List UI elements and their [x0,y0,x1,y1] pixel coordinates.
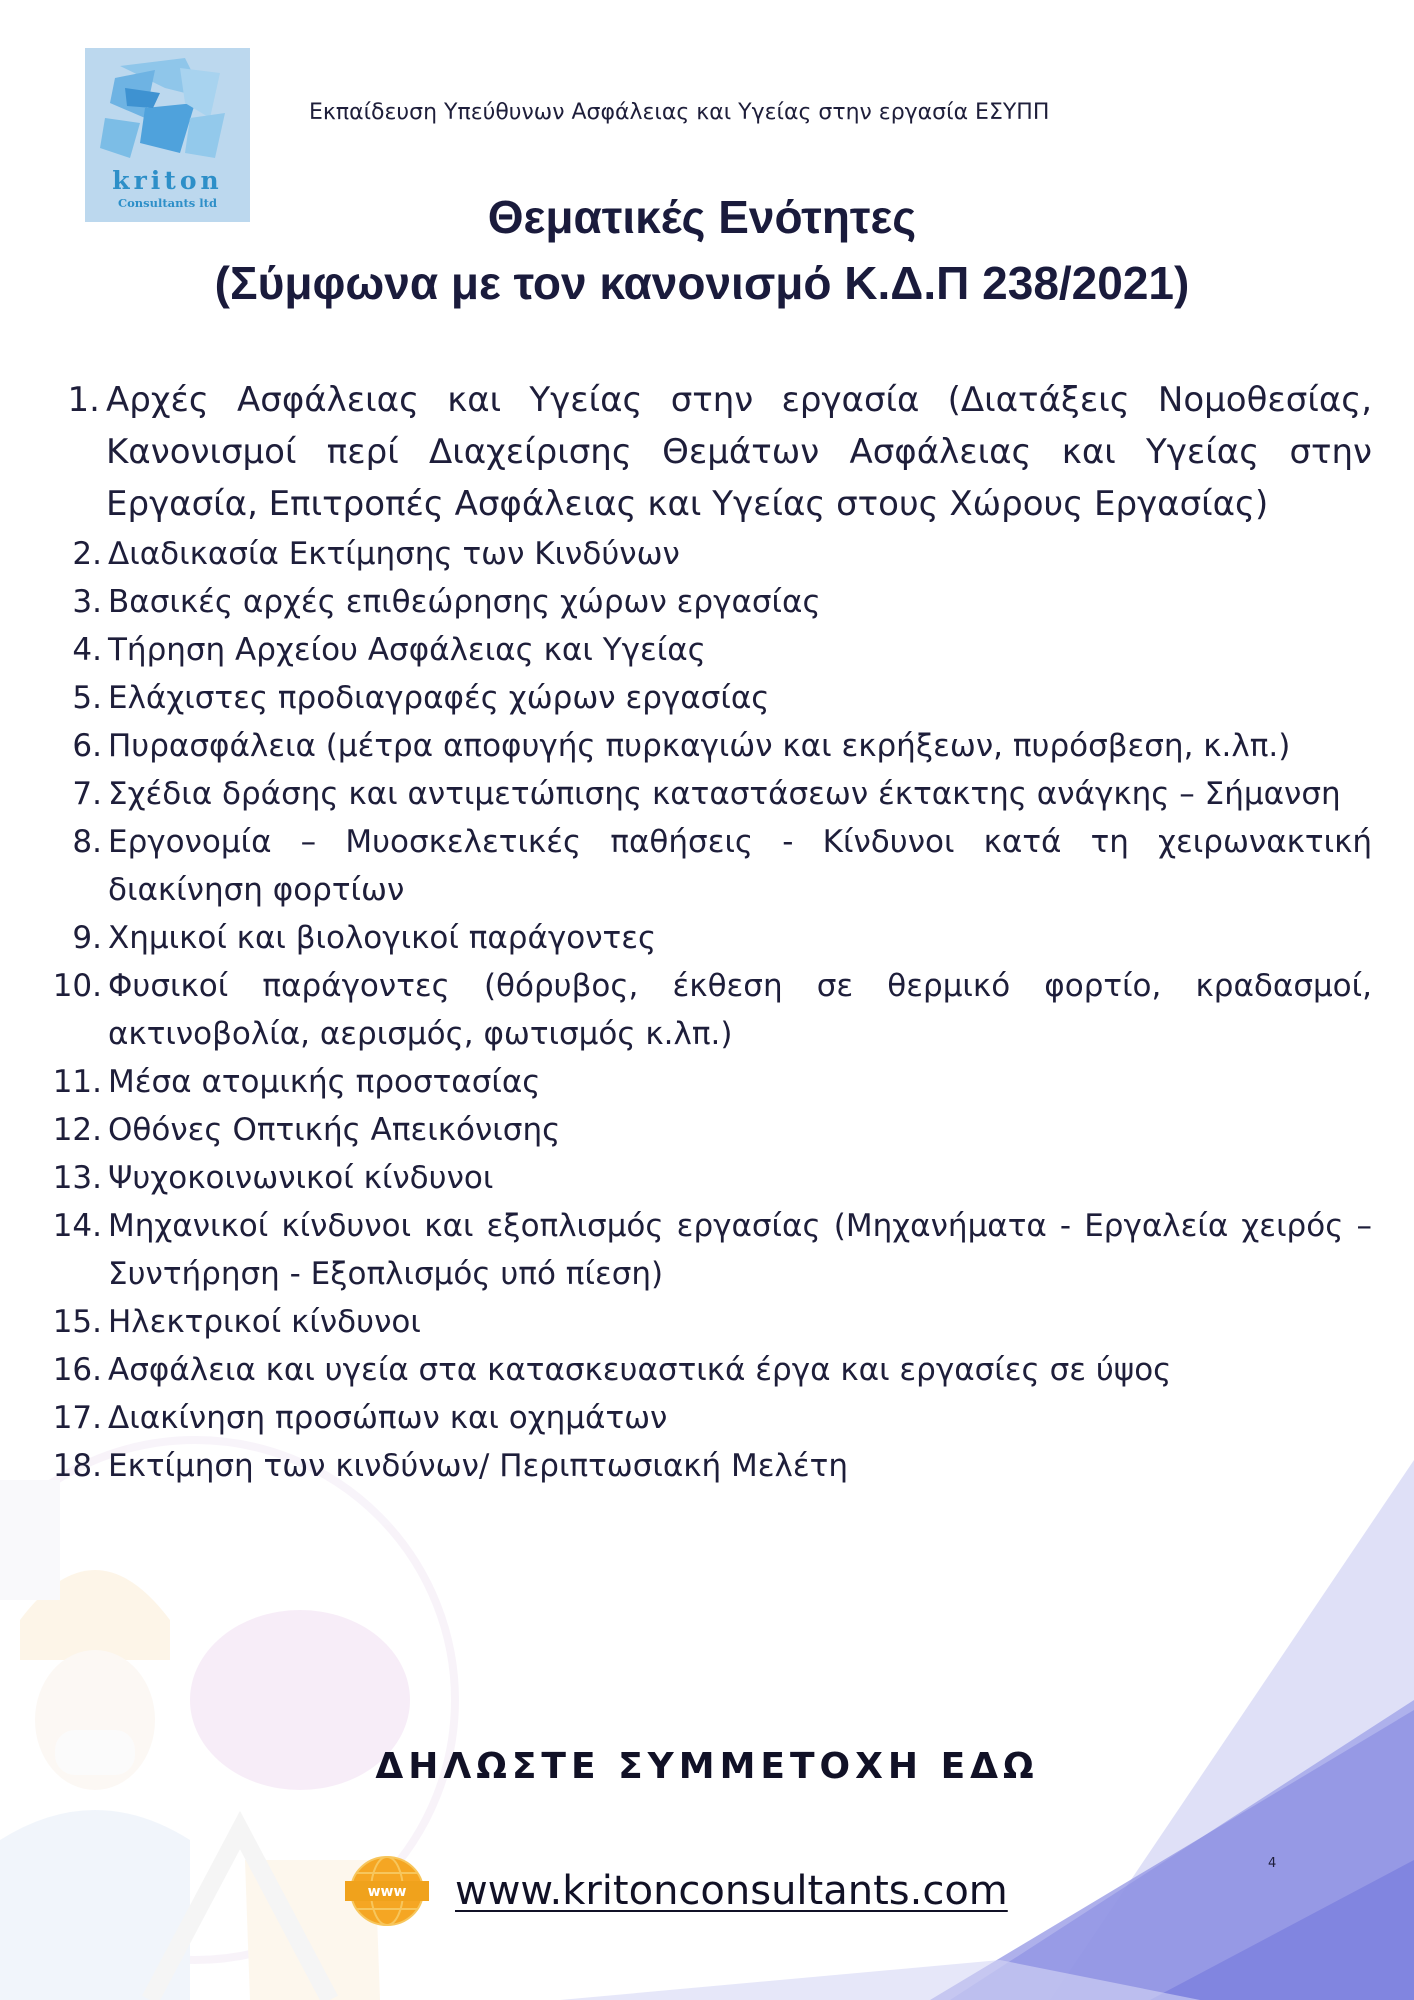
list-item [44,626,1372,674]
list-item-text: Φυσικοί παράγοντες (θόρυβος, έκθεση σε θερμικό φορτίο, κραδασμοί, ακτινοβολία, αερισμός, φωτισμός κ.λπ.) [108,968,1372,1052]
list-item-text: Αρχές Ασφάλειας και Υγείας στην εργασία (Διατάξεις Νομοθεσίας, Κανονισμοί περί Διαχείρισης Θεμάτων Ασφάλειας και Υγείας στην Εργασία, Επιτροπές Ασφάλειας και Υγείας στους Χώρους Εργασίας) [106,380,1372,524]
page-title: Θεματικές Ενότητες [487,191,917,243]
list-item-text: Οθόνες Οπτικής Απεικόνισης [108,1112,561,1148]
list-item [44,1442,1372,1490]
list-item [44,578,1372,626]
topics-list [44,374,1372,1490]
globe-label: www [367,1884,407,1900]
list-item [44,674,1372,722]
list-item-number: 6. [72,728,102,764]
list-item [44,914,1372,962]
page-subtitle: (Σύμφωνα με τον κανονισμό Κ.Δ.Π 238/2021) [214,257,1190,309]
list-item-text: Ασφάλεια και υγεία στα κατασκευαστικά έργα και εργασίες σε ύψος [108,1352,1172,1388]
register-cta[interactable]: ΔΗΛΩΣΤΕ ΣΥΜΜΕΤΟΧΗ ΕΔΩ [375,1746,1039,1787]
list-item-text: Διακίνηση προσώπων και οχημάτων [108,1400,668,1436]
list-item [44,1154,1372,1202]
logo-word: kriton [112,166,223,195]
list-item-text: Πυρασφάλεια (μέτρα αποφυγής πυρκαγιών και εκρήξεων, πυρόσβεση, κ.λπ.) [108,728,1291,764]
list-item-number: 13. [52,1160,102,1196]
list-item [44,374,1372,530]
list-item-text: Ελάχιστες προδιαγραφές χώρων εργασίας [108,680,770,716]
website-row[interactable] [345,1853,1008,1929]
list-item-text: Τήρηση Αρχείου Ασφάλειας και Υγείας [108,632,706,668]
list-item-number: 12. [52,1112,102,1148]
list-item-text: Διαδικασία Εκτίμησης των Κινδύνων [108,536,680,572]
list-item [44,818,1372,914]
list-item [44,722,1372,770]
list-item-number: 8. [72,824,102,860]
list-item-text: Σχέδια δράσης και αντιμετώπισης καταστάσεων έκτακτης ανάγκης – Σήμανση [108,776,1341,812]
list-item-text: Χημικοί και βιολογικοί παράγοντες [108,920,657,956]
list-item-text: Μέσα ατομικής προστασίας [108,1064,541,1100]
list-item [44,1298,1372,1346]
list-item-text: Ηλεκτρικοί κίνδυνοι [108,1304,421,1340]
list-item-text: Εκτίμηση των κινδύνων/ Περιπτωσιακή Μελέτη [108,1448,848,1484]
list-item [44,770,1372,818]
list-item [44,1058,1372,1106]
logo-face-icon [85,48,250,168]
list-item-number: 9. [72,920,102,956]
list-item-number: 18. [52,1448,102,1484]
list-item [44,530,1372,578]
list-item-number: 7. [72,776,102,812]
page-number: 4 [1268,1856,1277,1871]
logo-subtitle: Consultants ltd [117,196,218,210]
list-item-number: 14. [52,1208,102,1244]
list-item-number: 11. [52,1064,102,1100]
list-item-number: 5. [72,680,102,716]
list-item-text: Βασικές αρχές επιθεώρησης χώρων εργασίας [108,584,821,620]
list-item-number: 17. [52,1400,102,1436]
list-item-number: 15. [52,1304,102,1340]
header-text: Εκπαίδευση Υπεύθυνων Ασφάλειας και Υγείας στην εργασία ΕΣΥΠΠ [309,100,1050,125]
list-item [44,1106,1372,1154]
globe-icon [345,1853,429,1929]
list-item-number: 16. [52,1352,102,1388]
list-item [44,962,1372,1058]
list-item [44,1394,1372,1442]
list-item-number: 10. [52,968,102,1004]
list-item-number: 1. [67,380,100,420]
list-item-number: 4. [72,632,102,668]
list-item [44,1346,1372,1394]
list-item-text: Εργονομία – Μυοσκελετικές παθήσεις - Κίνδυνοι κατά τη χειρωνακτική διακίνηση φορτίων [108,824,1372,908]
list-item-number: 3. [72,584,102,620]
list-item-text: Μηχανικοί κίνδυνοι και εξοπλισμός εργασίας (Μηχανήματα - Εργαλεία χειρός –Συντήρηση - Εξοπλισμός υπό πίεση) [108,1208,1372,1292]
website-link[interactable]: www.kritonconsultants.com [455,1868,1008,1914]
list-item-number: 2. [72,536,102,572]
list-item-text: Ψυχοκοινωνικοί κίνδυνοι [108,1160,494,1196]
list-item [44,1202,1372,1298]
